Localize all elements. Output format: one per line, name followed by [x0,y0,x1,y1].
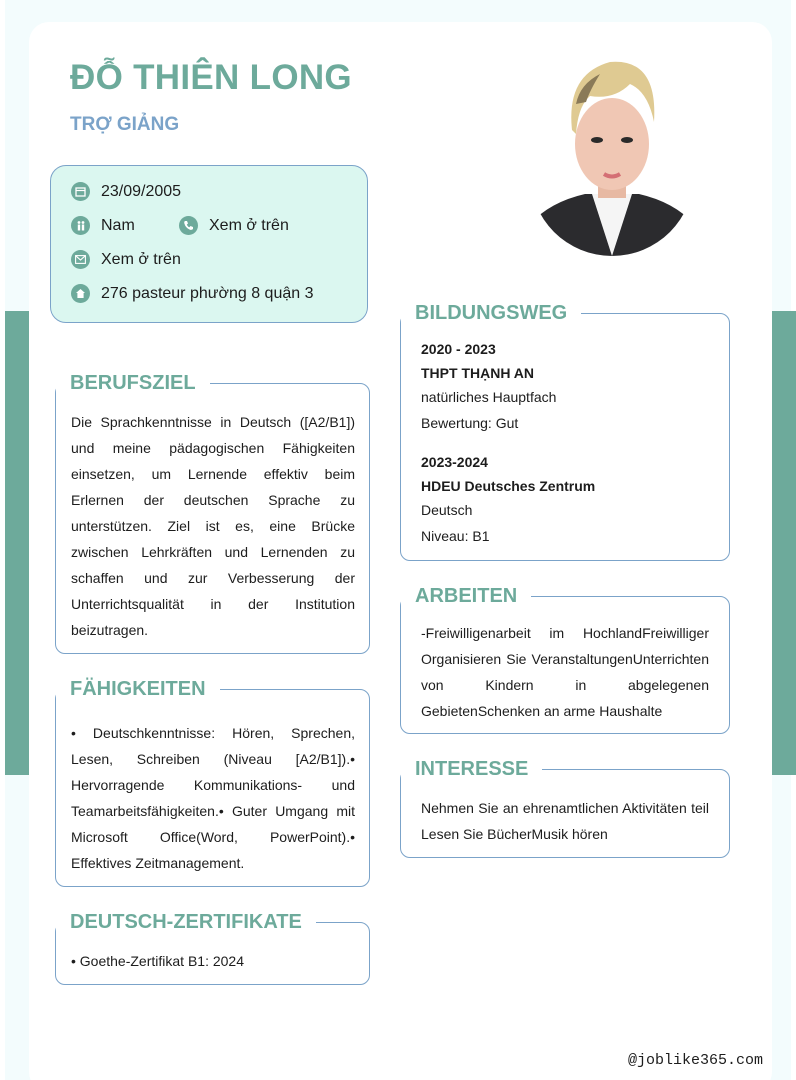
contact-phone [179,216,289,235]
candidate-role: TRỢ GIẢNG [70,114,180,135]
interesse-text: Nehmen Sie an ehrenamtlichen Aktivitäten teil Lesen Sie BücherMusik hören [421,800,709,842]
profile-photo [530,44,694,256]
footer-watermark: @joblike365.com [627,1052,763,1069]
side-band-right [772,311,796,775]
side-band-left [5,311,29,775]
zertifikate-text: • Goethe-Zertifikat B1: 2024 [71,953,244,969]
berufsziel-title: BERUFSZIEL [56,371,210,395]
contact-gender [71,216,135,235]
arbeiten-text: -Freiwilligenarbeit im HochlandFreiwilliger Organisieren Sie VeranstaltungenUnterrichten von Kindern in abgelegenen GebietenSchenken an arme Haushalte [421,625,709,719]
email-text: Xem ở trên [101,250,181,268]
birthday-text: 23/09/2005 [101,182,182,200]
bildungsweg-entry-1 [421,337,711,436]
edu-subject: natürliches Hauptfach [421,389,557,405]
faehigkeiten-title: FÄHIGKEITEN [56,677,220,701]
edu-years: 2020 - 2023 [421,341,496,357]
zertifikate-title: DEUTSCH-ZERTIFIKATE [56,910,316,934]
email-icon [71,250,90,269]
bildungsweg-title: BILDUNGSWEG [401,301,581,325]
phone-icon [179,216,198,235]
gender-text: Nam [101,216,135,234]
address-text: 276 pasteur phường 8 quận 3 [101,284,314,302]
candidate-name: ĐỖ THIÊN LONG [70,58,352,97]
home-icon [71,284,90,303]
contact-birthday [71,182,181,201]
contact-address [71,284,313,303]
edu-subject: Deutsch [421,502,473,518]
faehigkeiten-text: • Deutschkenntnisse: Hören, Sprechen, Lesen, Schreiben (Niveau [A2/B1]).• Hervorragende Kommunikations- und Teamarbeitsfähigkeiten.• Guter Umgang mit Microsoft Office(Word, PowerPoint).• Effektives Zeitmanagement. [71,725,355,871]
contact-box [50,165,368,323]
contact-email [71,250,181,269]
edu-grade: Niveau: B1 [421,528,490,544]
calendar-icon [71,182,90,201]
edu-school: THPT THẠNH AN [421,365,535,381]
edu-years: 2023-2024 [421,454,488,470]
berufsziel-text: Die Sprachkenntnisse in Deutsch ([A2/B1]) und meine pädagogischen Fähigkeiten einsetzen, um Lernende effektiv beim Erlernen der deutschen Sprache zu unterstützen. Ziel ist es, eine Brücke zwischen Lehrkräften und Lernenden zu schaffen und zur Verbesserung der Unterrichtsqualität in der Institution beizutragen. [71,414,355,638]
bildungsweg-entry-2 [421,450,711,549]
edu-school: HDEU Deutsches Zentrum [421,478,596,494]
interesse-title: INTERESSE [401,757,542,781]
arbeiten-title: ARBEITEN [401,584,531,608]
gender-icon [71,216,90,235]
edu-grade: Bewertung: Gut [421,415,519,431]
phone-text: Xem ở trên [209,216,289,234]
